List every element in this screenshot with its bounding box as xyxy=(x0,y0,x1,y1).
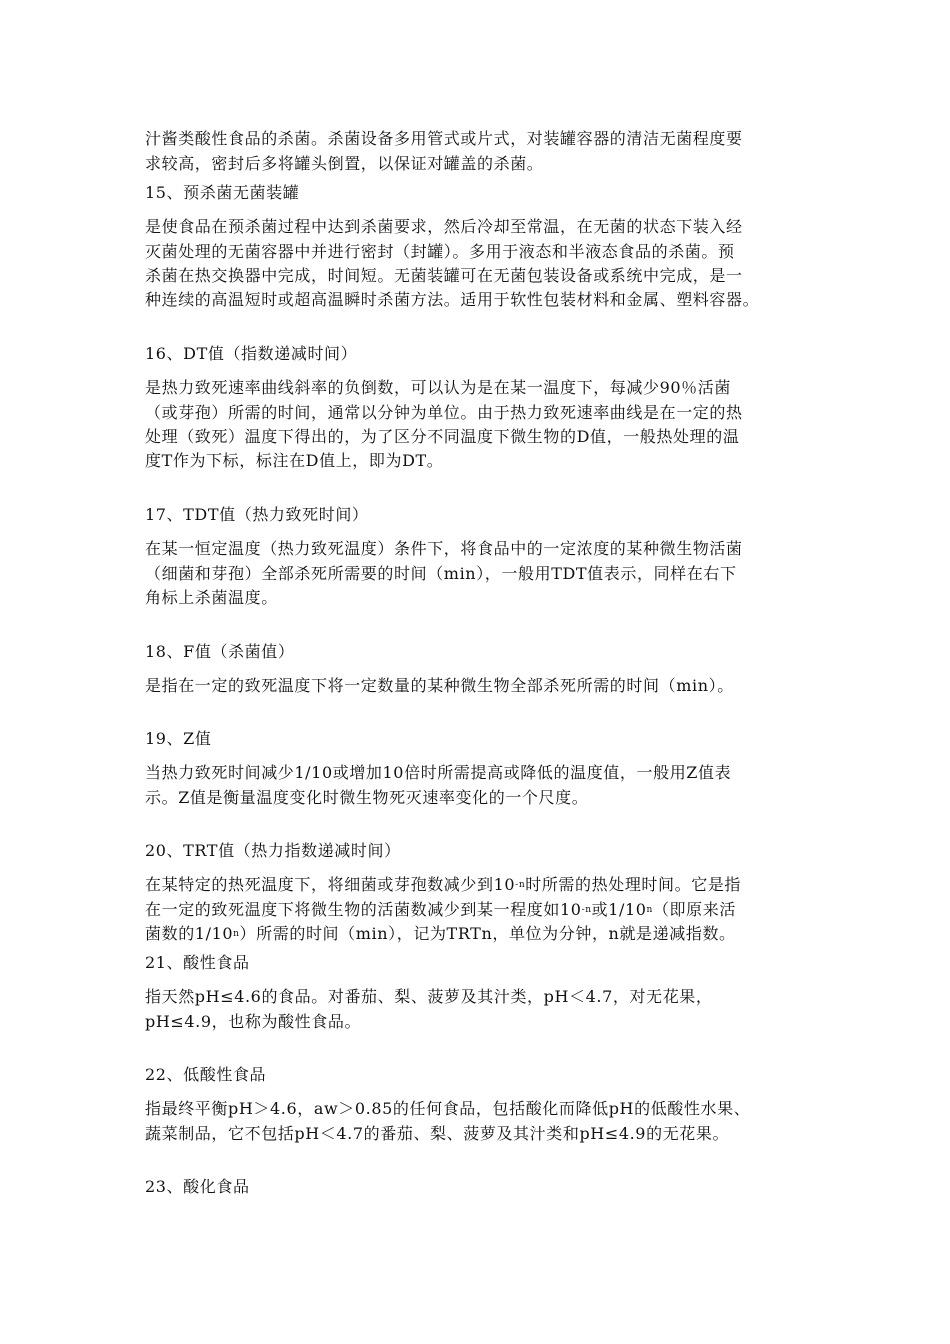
s19-line-1: 当热力致死时间减少1/10或增加10倍时所需提高或降低的温度值，一般用Z值表 xyxy=(145,763,732,782)
s17-line-2: （细菌和芽孢）全部杀死所需要的时间（min），一般用TDT值表示，同样在右下 xyxy=(145,564,737,583)
s20-line-2-text-c: （即原来活 xyxy=(652,900,736,919)
s17-line-3: 角标上杀菌温度。 xyxy=(145,588,278,607)
s17-line-1: 在某一恒定温度（热力致死温度）条件下，将食品中的一定浓度的某种微生物活菌 xyxy=(145,539,743,558)
s18-line-1: 是指在一定的致死温度下将一定数量的某种微生物全部杀死所需的时间（min）。 xyxy=(145,676,734,695)
s20-line-3-text-a: 菌数的1/10 xyxy=(145,924,234,943)
s22-line-1: 指最终平衡pH＞4.6，aw＞0.85的任何食品，包括酸化而降低pH的低酸性水果、 xyxy=(145,1099,751,1118)
s15-line-4: 种连续的高温短时或超高温瞬时杀菌方法。适用于软性包装材料和金属、塑料容器。 xyxy=(145,290,760,309)
s21-line-2: pH≤4.9，也称为酸性食品。 xyxy=(145,1012,362,1031)
s16-line-4: 度T作为下标，标注在D值上，即为DT。 xyxy=(145,451,444,470)
s20-line-2-text-a: 在一定的致死温度下将微生物的活菌数减少到某一程度如10 xyxy=(145,900,582,919)
s16-line-3: 处理（致死）温度下得出的，为了区分不同温度下微生物的D值，一般热处理的温 xyxy=(145,427,740,446)
s21-line-1: 指天然pH≤4.6的食品。对番茄、梨、菠萝及其汁类，pH＜4.7，对无花果， xyxy=(145,987,713,1006)
section-heading-20: 20、TRT值（热力指数递减时间） xyxy=(145,841,401,860)
s20-line-2-superscript-1: -n xyxy=(581,905,592,915)
intro-line-2: 求较高，密封后多将罐头倒置，以保证对罐盖的杀菌。 xyxy=(145,154,544,173)
section-heading-16: 16、DT值（指数递减时间） xyxy=(145,344,358,363)
s20-line-1 xyxy=(145,874,741,896)
s19-line-2: 示。Z值是衡量温度变化时微生物死灭速率变化的一个尺度。 xyxy=(145,788,589,807)
s15-line-3: 杀菌在热交换器中完成，时间短。无菌装罐可在无菌包装设备或系统中完成，是一 xyxy=(145,266,743,285)
s20-line-2 xyxy=(145,899,736,921)
s20-line-2-superscript-2: n xyxy=(646,905,653,915)
s16-line-2: （或芽孢）所需的时间，通常以分钟为单位。由于热力致死速率曲线是在一定的热 xyxy=(145,403,743,422)
section-heading-18: 18、F值（杀菌值） xyxy=(145,642,295,661)
intro-line-1: 汁酱类酸性食品的杀菌。杀菌设备多用管式或片式，对装罐容器的清洁无菌程度要 xyxy=(145,129,743,148)
s20-line-1-text-a: 在某特定的热死温度下，将细菌或芽孢数减少到10 xyxy=(145,875,516,894)
s20-line-1-text-b: 时所需的热处理时间。它是指 xyxy=(525,875,742,894)
s15-line-2: 灭菌处理的无菌容器中并进行密封（封罐）。多用于液态和半液态食品的杀菌。预 xyxy=(145,242,735,261)
s20-line-2-text-b: 或1/10 xyxy=(591,900,647,919)
section-heading-23: 23、酸化食品 xyxy=(145,1177,250,1196)
section-heading-21: 21、酸性食品 xyxy=(145,953,250,972)
s15-line-1: 是使食品在预杀菌过程中达到杀菌要求，然后冷却至常温，在无菌的状态下装入经 xyxy=(145,217,743,236)
s20-line-3-superscript: n xyxy=(233,929,240,939)
section-heading-19: 19、Z值 xyxy=(145,729,212,748)
section-heading-22: 22、低酸性食品 xyxy=(145,1065,267,1084)
s20-line-1-superscript: -n xyxy=(515,880,526,890)
s22-line-2: 蔬菜制品，它不包括pH＜4.7的番茄、梨、菠萝及其汁类和pH≤4.9的无花果。 xyxy=(145,1124,730,1143)
s16-line-1: 是热力致死速率曲线斜率的负倒数，可以认为是在某一温度下，每减少90％活菌 xyxy=(145,378,731,397)
s20-line-3-text-b: ）所需的时间（min），记为TRTn，单位为分钟，n就是递减指数。 xyxy=(239,924,736,943)
section-heading-17: 17、TDT值（热力致死时间） xyxy=(145,505,369,524)
section-heading-15: 15、预杀菌无菌装罐 xyxy=(145,183,300,202)
s20-line-3 xyxy=(145,923,736,945)
